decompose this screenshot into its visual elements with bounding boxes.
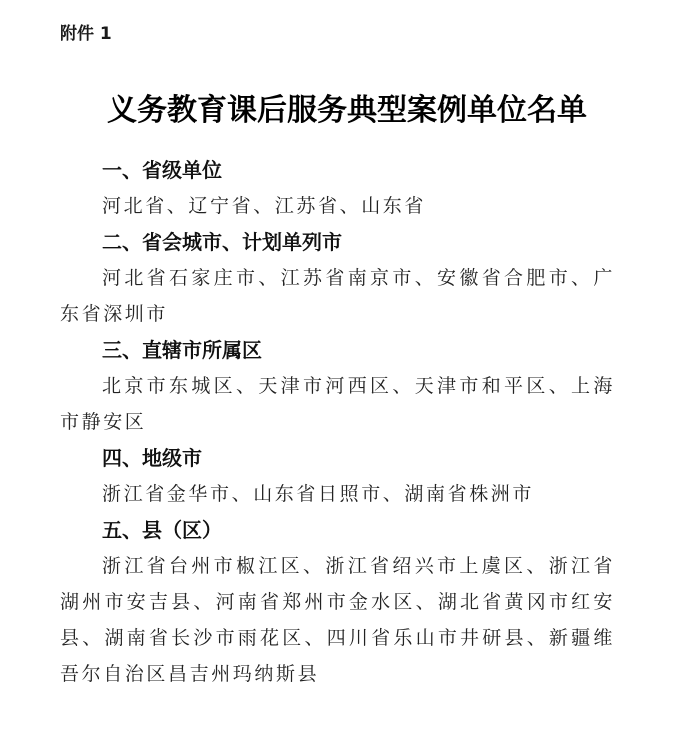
document-body xyxy=(60,152,615,692)
section-prefecture-cities xyxy=(60,440,615,512)
section-heading: 三、直辖市所属区 xyxy=(102,338,262,362)
section-heading: 一、省级单位 xyxy=(102,158,222,182)
section-text: 北京市东城区、天津市河西区、天津市和平区、上海市静安区 xyxy=(60,375,615,433)
section-text: 浙江省台州市椒江区、浙江省绍兴市上虞区、浙江省湖州市安吉县、河南省郑州市金水区、湖北省黄冈市红安县、湖南省长沙市雨花区、四川省乐山市井研县、新疆维吾尔自治区昌吉州玛纳斯县 xyxy=(60,555,615,685)
document-title: 义务教育课后服务典型案例单位名单 xyxy=(107,93,587,128)
section-heading: 二、省会城市、计划单列市 xyxy=(102,230,342,254)
section-counties xyxy=(60,512,615,692)
section-provincial-capitals xyxy=(60,224,615,332)
section-provincial xyxy=(60,152,615,224)
section-municipal-districts xyxy=(60,332,615,440)
section-heading: 四、地级市 xyxy=(102,446,202,470)
section-text: 浙江省金华市、山东省日照市、湖南省株洲市 xyxy=(102,483,535,505)
section-text: 河北省石家庄市、江苏省南京市、安徽省合肥市、广东省深圳市 xyxy=(60,267,615,325)
section-heading: 五、县（区） xyxy=(102,518,222,542)
section-text: 河北省、辽宁省、江苏省、山东省 xyxy=(102,195,427,217)
attachment-label: 附件 1 xyxy=(60,24,112,44)
